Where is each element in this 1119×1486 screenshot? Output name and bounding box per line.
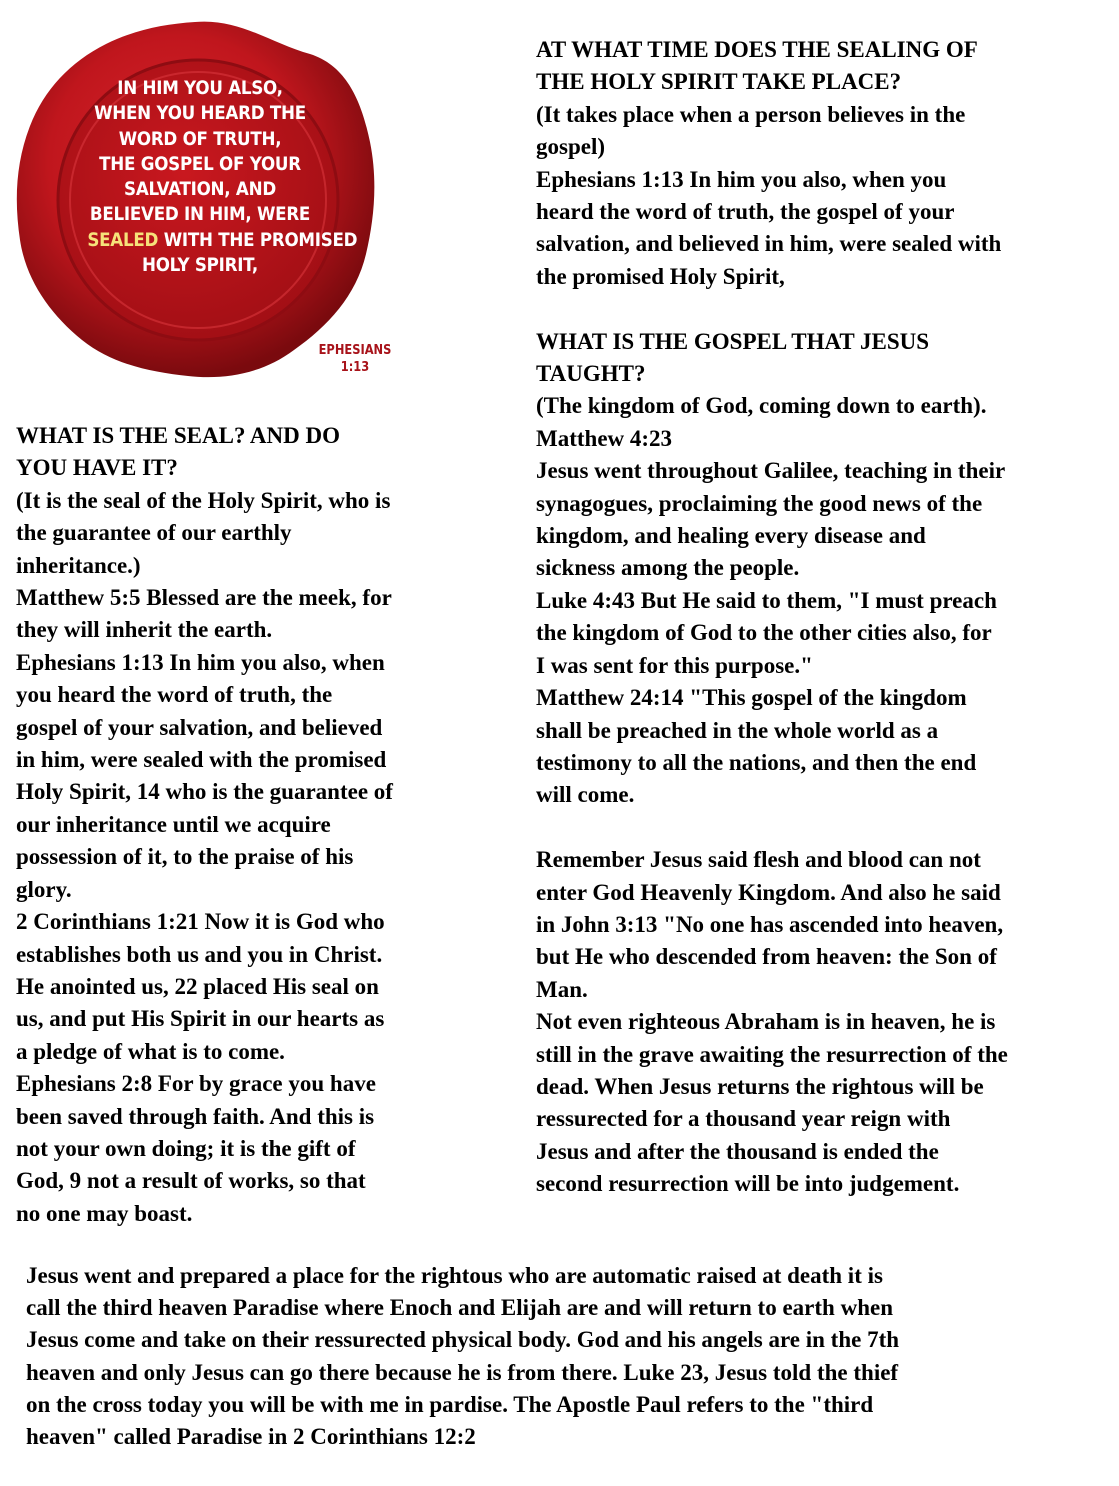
text-line: Jesus and after the thousand is ended the <box>536 1138 939 1164</box>
text-line: Jesus went throughout Galilee, teaching in their <box>536 458 1006 484</box>
text-line: glory. <box>16 876 72 902</box>
text-line: Matthew 5:5 Blessed are the meek, for <box>16 585 392 611</box>
text-line: Luke 4:43 But He said to them, "I must preach <box>536 587 997 613</box>
paragraph-gap <box>536 812 1111 844</box>
text-line: Matthew 4:23 <box>536 425 673 451</box>
text-line: not your own doing; it is the gift of <box>16 1135 356 1161</box>
text-line: Jesus went and prepared a place for the rightous who are automatic raised at death it is <box>26 1263 883 1288</box>
seal-reference-verse: 1:13 <box>340 360 370 375</box>
text-line: on the cross today you will be with me in pardise. The Apostle Paul refers to the "third <box>26 1391 874 1417</box>
right-column <box>536 34 1111 1201</box>
text-line: kingdom, and healing every disease and <box>536 523 926 549</box>
text-line: but He who descended from heaven: the Son of <box>536 944 997 970</box>
text-line: in John 3:13 "No one has ascended into heaven, <box>536 911 1004 937</box>
text-line: Not even righteous Abraham is in heaven, he is <box>536 1009 996 1035</box>
seal-line: BELIEVED IN HIM, WERE <box>89 203 311 226</box>
seal-line <box>87 228 358 253</box>
text-line: sickness among the people. <box>536 555 800 581</box>
text-line: been saved through faith. And this is <box>16 1103 375 1129</box>
text-line: salvation, and believed in him, were sealed with <box>536 231 1002 257</box>
text-line: gospel) <box>536 134 605 160</box>
seal-reference <box>315 342 394 376</box>
text-line: they will inherit the earth. <box>16 617 273 643</box>
text-line: still in the grave awaiting the resurrection of the <box>536 1041 1008 1067</box>
text-line: second resurrection will be into judgement. <box>536 1171 960 1197</box>
text-line: 2 Corinthians 1:21 Now it is God who <box>16 909 385 935</box>
text-line: heaven and only Jesus can go there because he is from there. Luke 23, Jesus told the thief <box>26 1359 899 1385</box>
text-line: Ephesians 2:8 For by grace you have <box>16 1071 376 1097</box>
text-line: no one may boast. <box>16 1200 193 1226</box>
text-line: Ephesians 1:13 In him you also, when <box>16 649 385 675</box>
text-line: possession of it, to the praise of his <box>16 844 354 870</box>
text-line: (The kingdom of God, coming down to earth). <box>536 393 987 419</box>
text-line: our inheritance until we acquire <box>16 811 331 837</box>
seal-line: WORD OF TRUTH, <box>118 127 282 150</box>
text-line: THE HOLY SPIRIT TAKE PLACE? <box>536 69 902 95</box>
seal-reference-book: EPHESIANS <box>318 343 392 358</box>
seal-line: HOLY SPIRIT, <box>141 254 258 277</box>
text-line: WHAT IS THE GOSPEL THAT JESUS <box>536 328 930 354</box>
text-line: the guarantee of our earthly <box>16 520 292 546</box>
text-line: testimony to all the nations, and then the end <box>536 749 977 775</box>
text-line: AT WHAT TIME DOES THE SEALING OF <box>536 37 978 62</box>
text-line: shall be preached in the whole world as a <box>536 717 939 743</box>
seal-verse-text <box>87 76 358 278</box>
text-line: YOU HAVE IT? <box>16 455 178 481</box>
text-line: Jesus come and take on their ressurected physical body. God and his angels are in the 7th <box>26 1327 900 1353</box>
text-line: WHAT IS THE SEAL? AND DO <box>16 423 341 448</box>
text-line: God, 9 not a result of works, so that <box>16 1168 366 1194</box>
text-line: heard the word of truth, the gospel of your <box>536 199 955 225</box>
text-line: Man. <box>536 976 588 1002</box>
seal-line: THE GOSPEL OF YOUR <box>99 152 301 175</box>
text-line: inheritance.) <box>16 552 141 578</box>
text-line: dead. When Jesus returns the rightous will be <box>536 1073 984 1099</box>
text-line: ressurected for a thousand year reign with <box>536 1106 951 1132</box>
left-column <box>16 420 486 1230</box>
text-line: the promised Holy Spirit, <box>536 263 785 289</box>
text-line: (It takes place when a person believes in the <box>536 101 966 127</box>
text-line: you heard the word of truth, the <box>16 682 333 708</box>
seal-highlight-word: SEALED <box>87 228 159 251</box>
text-line: the kingdom of God to the other cities also, for <box>536 620 992 646</box>
seal-line: IN HIM YOU ALSO, <box>117 77 283 99</box>
text-line: Holy Spirit, 14 who is the guarantee of <box>16 779 393 805</box>
text-line: Matthew 24:14 "This gospel of the kingdom <box>536 685 967 711</box>
seal-line: SALVATION, AND <box>124 178 276 201</box>
text-line: synagogues, proclaiming the good news of the <box>536 490 983 516</box>
text-line: will come. <box>536 782 635 808</box>
gospel-section <box>536 326 1111 812</box>
text-line: call the third heaven Paradise where Enoch and Elijah are and will return to earth when <box>26 1295 893 1321</box>
sealing-time-section <box>536 34 1111 293</box>
resurrection-section <box>536 844 1111 1200</box>
text-line: in him, were sealed with the promised <box>16 747 387 773</box>
text-line: TAUGHT? <box>536 361 646 387</box>
text-line: Ephesians 1:13 In him you also, when you <box>536 166 947 192</box>
seal-line-rest: WITH THE PROMISED <box>158 228 358 251</box>
text-line: Remember Jesus said flesh and blood can not <box>536 847 981 873</box>
paragraph-gap <box>536 293 1111 325</box>
text-line: heaven" called Paradise in 2 Corinthians 12:2 <box>26 1424 476 1450</box>
seal-line: WHEN YOU HEARD THE <box>94 102 306 125</box>
text-line: a pledge of what is to come. <box>16 1038 285 1064</box>
bottom-paragraph <box>26 1260 1106 1453</box>
text-line: us, and put His Spirit in our hearts as <box>16 1006 385 1032</box>
text-line: (It is the seal of the Holy Spirit, who is <box>16 487 391 513</box>
wax-seal-image <box>10 14 392 384</box>
text-line: establishes both us and you in Christ. <box>16 941 383 967</box>
text-line: gospel of your salvation, and believed <box>16 714 383 740</box>
text-line: enter God Heavenly Kingdom. And also he said <box>536 879 1001 905</box>
text-line: He anointed us, 22 placed His seal on <box>16 973 379 999</box>
text-line: I was sent for this purpose." <box>536 652 813 678</box>
